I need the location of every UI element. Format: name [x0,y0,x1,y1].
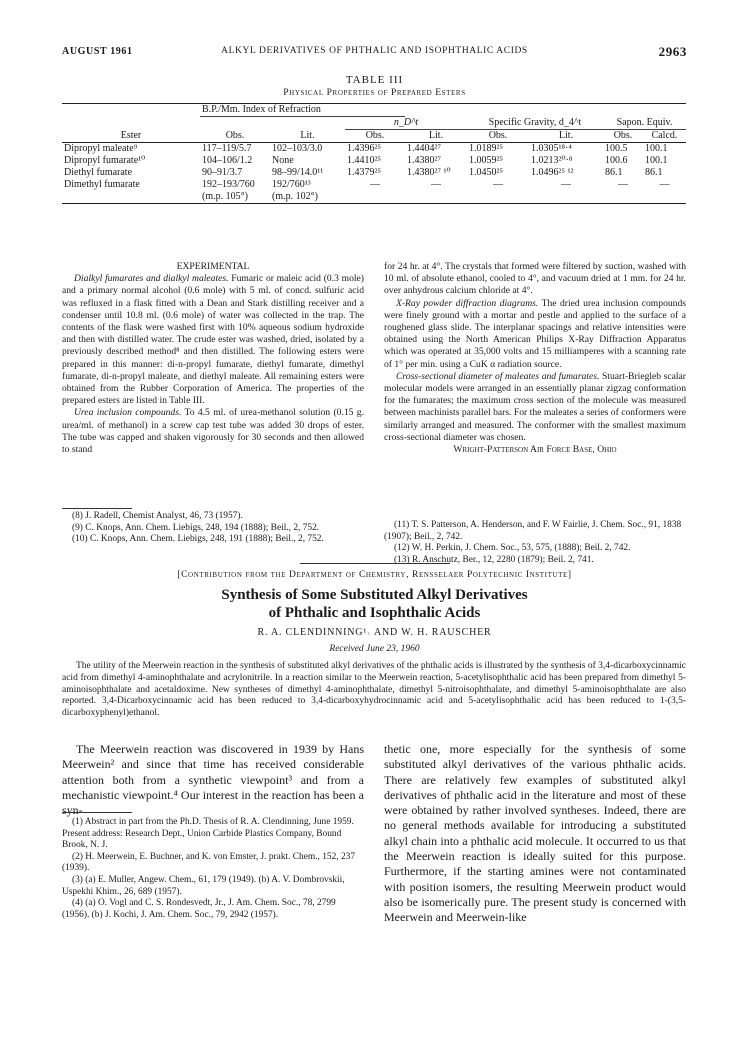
footnote-rule [62,508,132,509]
table-cell: 1.4379²⁵ [347,167,381,178]
footnote: (1) Abstract in part from the Ph.D. Thesis of R. A. Clendinning, June 1959. Present address: Research Dept., Union Carbide Plastics Company, Bound Brook, N. J. [62,817,354,851]
table-col-header: Calcd. [643,130,686,143]
footnote-rule [62,812,132,813]
table-cell: 100.1 [645,155,668,166]
paragraph-heading: Cross-sectional diameter of maleates and fumarates. [396,370,600,382]
table-cell: 1.4404²⁷ [407,143,441,154]
table-cell: 100.1 [645,143,668,154]
table-col-header: Obs. [345,130,405,143]
table-cell: 98–99/14.0¹¹ [272,167,324,178]
running-head-date: AUGUST 1961 [62,46,133,57]
table-number: TABLE III [345,74,404,86]
table-cell: Dipropyl fumarate¹⁰ [64,155,146,166]
table-cell [603,191,643,204]
table-cell: 1.0189²⁵ [469,143,503,154]
article-title-line-1: Synthesis of Some Substituted Alkyl Derivatives [221,587,528,603]
table-cell: — [659,179,670,190]
paragraph-text: Stuart-Briegleb scalar molecular models were arranged in an essentially planar zigzag conformation for the fumarates; the maximum cross section of the molecule was measured between machinists parallel bars. For the maleates a series of conformers were similarly arranged and measured. The conformer with the smallest maximum cross-sectional diameter was chosen. [384,370,686,443]
table-row [62,167,686,179]
specific-gravity-header: Specific Gravity, d_4^t [467,117,603,130]
article-title-line-2: of Phthalic and Isophthalic Acids [268,605,481,621]
table-cell [62,191,200,204]
experimental-heading: EXPERIMENTAL [176,261,250,272]
table-col-header: Obs. [200,130,270,143]
table-cell: Dimethyl fumarate [64,179,140,190]
received-date: Received June 23, 1960 [329,644,420,654]
table-cell: — [618,179,628,190]
reference: (11) T. S. Patterson, A. Henderson, and F. W Fairlie, J. Chem. Soc., 91, 1838 (1907); Beil., 2, 742. [384,520,682,542]
nd-header: n_D^t [345,117,467,130]
abstract [62,661,686,720]
table-cell: 86.1 [645,167,663,178]
table-row [62,143,686,156]
table-cell: None [272,155,294,166]
table-cell [467,191,529,204]
table-cell: Dipropyl maleate⁹ [64,143,138,154]
table-cell [643,191,686,204]
paragraph-text: Fumaric or maleic acid (0.3 mole) and a primary normal alcohol (0.6 mole) with 5 ml. of concd. sulfuric acid was refluxed in a flask fitted with a Dean and Stark distilling receiver and a condenser until 10.8 ml. (0.6 mole) of water was collected in the trap. The contents of the flask were washed first with 10% aqueous sodium hydroxide and then with distilled water. The crude ester was washed, dried, isolated by a previously described method⁸ and then distilled. The following esters were prepared in this manner: di-n-propyl fumarate, diethyl fumarate, dimethyl fumarate, di-n-propyl maleate, and diethyl maleate. All remaining esters were obtained from the Rubber Corporation of America. The properties of the prepared esters are listed in Table III. [62,273,364,407]
properties-table [62,103,686,204]
contribution-line: [Contribution from the Department of Chemistry, Rensselaer Polytechnic Institute] [177,570,572,580]
authors: R. A. CLENDINNING¹˒ AND W. H. RAUSCHER [257,627,492,638]
paragraph-heading: Dialkyl fumarates and dialkyl maleates. [74,273,229,285]
table-col-header: Ester [62,130,200,143]
table-cell: 117–119/5.7 [202,143,252,154]
intro-right-column [384,742,686,926]
sapon-header: Sapon. Equiv. [603,117,686,130]
intro-text: The Meerwein reaction was discovered in 1939 by Hans Meerwein² and since that time has received considerable attention both from a synthetic viewpoint³ and from a mechanistic viewpoint.⁴ Our interest in the reaction has been a syn- [62,742,364,818]
footnotes [62,817,364,921]
affiliation: Wright-Patterson Air Force Base, Ohio [453,444,617,456]
table-cell: 1.4410²⁵ [347,155,381,166]
table-cell [529,191,603,204]
references-left [62,511,364,546]
table-row [62,179,686,191]
paragraph [384,371,686,444]
table-cell: (m.p. 105°) [200,191,270,204]
table-cell: 100.5 [605,143,628,154]
table-cell: 1.4396²⁵ [347,143,381,154]
abstract-text: The utility of the Meerwein reaction in the synthesis of substituted alkyl derivatives of the phthalic acids is illustrated by the synthesis of 3,4-dicarboxycinnamic acid from dimethyl 4-aminophthalate and acrylonitrile. In a reaction similar to the Meerwein reaction, 5-acetylisophthalic acid has been prepared from dimethyl 5-aminoisophthalate and acetaldoxime. New syntheses of dimethyl 4-aminophthalate, dimethyl 5-nitroisophthalate, and dimethyl 5-aminoisophthalate are also reported. 3,4-Dicarboxycinnamic acid has been reduced to 3,4-dicarboxyhydrocinnamic acid and 5-acetylisophthalic acid has been reduced to 1-(3,5-dicarboxyphenyl)ethanol. [62,661,686,719]
paragraph-text: The dried urea inclusion compounds were finely ground with a mortar and pestle and applied to the surface of a roughened glass slide. The interplanar spacings and relative intensities were obtained using the North American Philips X-Ray Diffraction Apparatus which was operated at 35,000 volts and 15 milliamperes with a scanning rate of 1° per min. using a CuK α radiation source. [384,297,686,370]
table-row [62,191,686,204]
table-cell: 100.6 [605,155,628,166]
section-rule [300,563,450,564]
table-title: Physical Properties of Prepared Esters [283,88,466,98]
table-row [62,155,686,167]
running-head-title: ALKYL DERIVATIVES OF PHTHALIC AND ISOPHTHALIC ACIDS [221,46,528,56]
experimental-right-column [384,261,686,456]
table-cell: — [431,179,441,190]
table-cell: 102–103/3.0 [272,143,323,154]
table-cell: 86.1 [605,167,623,178]
table-cell: 90–91/3.7 [202,167,243,178]
table-cell: 1.0305¹⁸·⁴ [531,143,572,154]
references-right [384,520,686,566]
table-cell [345,191,405,204]
paragraph [62,273,364,407]
table-col-header: Obs. [603,130,643,143]
table-cell: 1.4380²⁷ ¹⁰ [407,167,451,178]
footnote: (2) H. Meerwein, E. Buchner, and K. von Emster, J. prakt. Chem., 152, 237 (1939). [62,851,356,874]
table-col-header: Obs. [467,130,529,143]
footnote: (4) (a) O. Vogl and C. S. Rondesvedt, Jr., J. Am. Chem. Soc., 78, 2799 (1956). (b) J. Kochi, J. Am. Chem. Soc., 79, 2942 (1957). [62,898,336,920]
table-cell: 1.0496²⁵ ¹² [531,167,574,178]
table-cell: 1.0213²⁰·⁸ [531,155,573,166]
table-cell: Diethyl fumarate [64,167,133,178]
paragraph-text: for 24 hr. at 4°. The crystals that formed were filtered by suction, washed with 10 ml. of absolute ethanol, cooled to 4°, and vacuum dried at 1 mm. for 24 hr. over anhydrous calcium chloride at 4°. [384,261,686,297]
paragraph [62,407,364,456]
table-cell [405,191,467,204]
reference: (8) J. Radell, Chemist Analyst, 46, 73 (1957). [72,511,243,521]
table-cell: 104–106/1.2 [202,155,253,166]
table-col-header: Lit. [529,130,603,143]
experimental-left-column [62,261,364,456]
reference: (9) C. Knops, Ann. Chem. Liebigs, 248, 194 (1888); Beil., 2, 752. [72,522,320,533]
table-cell: 1.0450²⁵ [469,167,503,178]
page-number: 2963 [658,44,687,59]
table-cell: (m.p. 102°) [270,191,345,204]
table-cell: — [493,179,503,190]
table-cell: 1.0059²⁵ [469,155,503,166]
intro-text: thetic one, more especially for the synthesis of some substituted alkyl derivatives of the various phthalic acids. There are relatively few examples of substituted alkyl derivatives of phthalic acid in the literature and most of these were obtained by rather involved syntheses. Indeed, there are no general methods available for introducing a substituted alkyl chain into a phthalic acid molecule. It occurred to us that the Meerwein reaction is ideally suited for this purpose. Furthermore, if the starting amines were not contaminated with position isomers, the resulting Meerwein product would also be isomerically pure. The present study is concerned with Meerwein and Meerwein-like [384,742,686,925]
intro-left-column [62,742,364,818]
reference: (12) W. H. Perkin, J. Chem. Soc., 53, 575, (1888); Beil. 2, 742. [394,543,631,554]
table-col-header: Lit. [270,130,345,143]
table-cell: — [561,179,571,190]
paragraph-heading: X-Ray powder diffraction diagrams. [396,297,539,309]
table-col-header: Lit. [405,130,467,143]
table-cell: 1.4380²⁷ [407,155,441,166]
table-cell: 192/760¹³ [272,179,311,190]
footnote: (3) (a) E. Muller, Angew. Chem., 61, 179 (1949). (b) A. V. Dombrovskii, Uspekhi Khim., 26, 689 (1957). [62,874,345,897]
table-cell: — [370,179,380,190]
reference: (10) C. Knops, Ann. Chem. Liebigs, 248, 191 (1888); Beil., 2, 752. [72,534,324,545]
paragraph-text: To 4.5 ml. of urea-methanol solution (0.15 g. urea/ml. of methanol) in a screw cap test tube was added 30 drops of ester. The tube was capped and shaken vigorously for 30 seconds and then allowed to stand [62,407,364,456]
reference: (13) R. Anschutz, Ber., 12, 2280 (1879); Beil. 2, 741. [394,554,594,565]
paragraph [384,298,686,371]
paragraph-heading: Urea inclusion compounds. [74,407,182,419]
bp-refraction-header: B.P./Mm. Index of Refraction [200,104,405,117]
running-head [62,44,687,62]
table-cell: 192–193/760 [202,179,255,190]
